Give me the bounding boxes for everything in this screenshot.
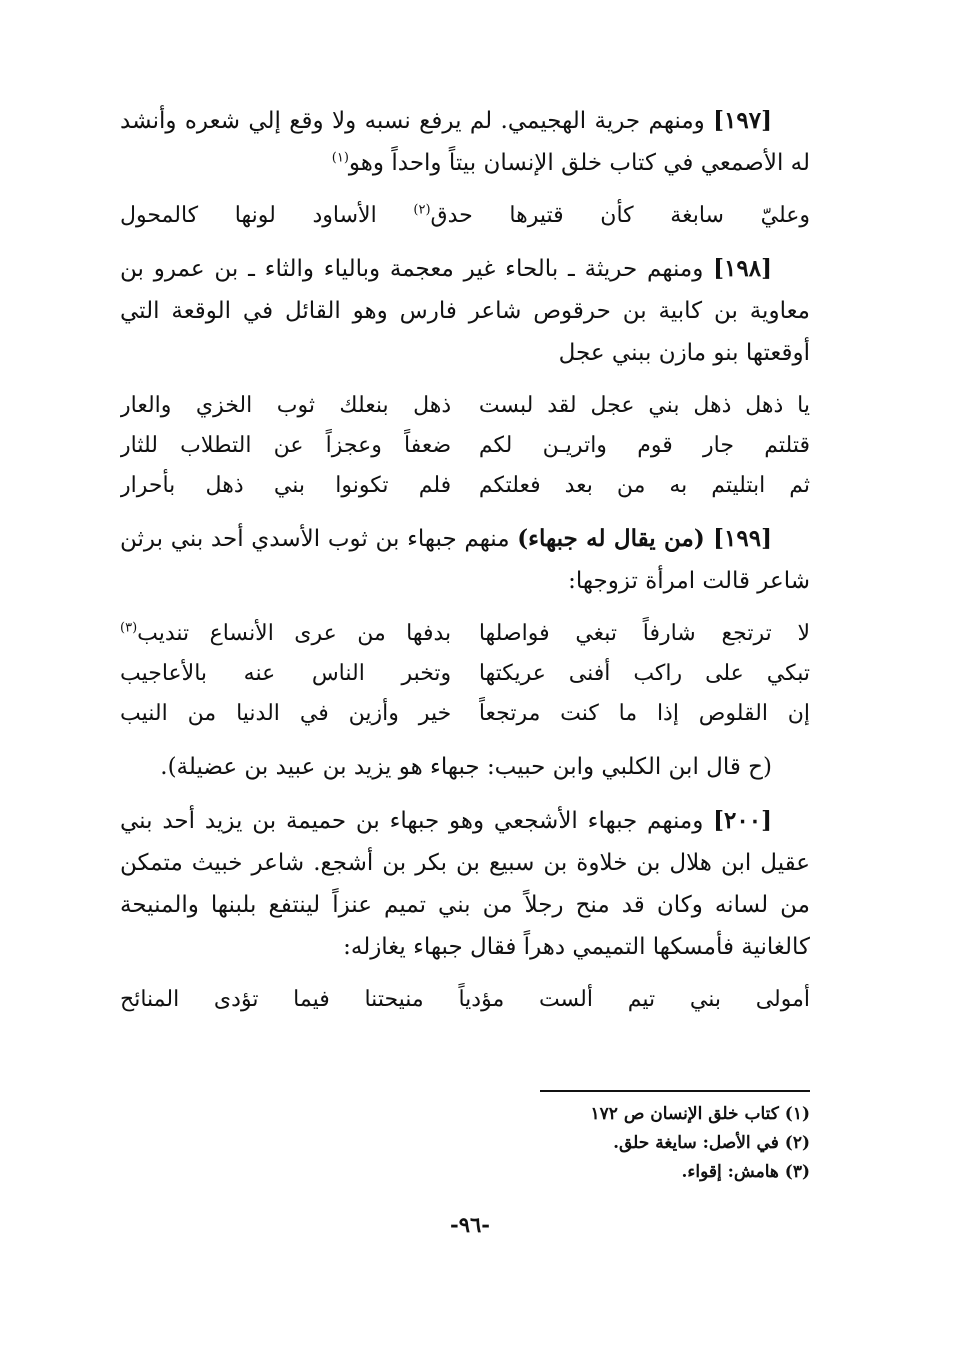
verses-198	[120, 386, 810, 506]
verse-first-hemistich: يا ذهل ذهل بني عجل لقد لبست	[478, 393, 810, 418]
verse-line	[120, 466, 810, 506]
main-text	[120, 100, 810, 1032]
verse-first-hemistich: إن القلوص إذا ما كنت مرتجعاً	[478, 701, 810, 726]
verse-197-part-a: وعليّ سابغة كأن قتيرها حدق	[430, 203, 810, 228]
entry-number-200: [٢٠٠]	[713, 807, 772, 834]
paragraph-197	[120, 100, 810, 184]
verse-197	[120, 196, 810, 236]
page-number: -٩٦-	[450, 1212, 490, 1237]
verse-first-hemistich: ثم ابتليتم به من بعد فعلتكم	[478, 473, 810, 498]
verse-second-hemistich: خير وأزين في الدنيا من النيب	[120, 701, 452, 726]
paragraph-199	[120, 518, 810, 602]
paragraph-200-text: ومنهم جبهاء الأشجعي وهو جبهاء بن حميمة بن يزيد أحد بني عقيل ابن هلال بن خلاوة بن سبيع بن بكر بن أشجع. شاعر خبيث متمكن من لسانه وكان قد منح رجلاً من بني تميم عنزاً لينتفع بلبنها والمنيحة كالغانية فأمسكها التميمي دهراً فقال جبهاء يغازله:	[120, 808, 810, 960]
paragraph-198	[120, 248, 810, 374]
note-paragraph	[120, 746, 810, 788]
footnote-item: (١) كتاب خلق الإنسان ص ١٧٢	[590, 1104, 810, 1124]
verse-200-text: أمولى بني تيم ألست مؤدياً منيحتنا فيما تؤدى المنائح	[120, 987, 810, 1012]
footnote-divider	[540, 1090, 810, 1092]
verse-second-hemistich: فلم تكونوا بني ذهل بأحرار	[120, 473, 452, 498]
verse-second-hemistich	[120, 614, 451, 654]
footnote-ref-1: (١)	[331, 150, 349, 166]
verse-200	[120, 980, 810, 1020]
verse-line	[120, 386, 810, 426]
verse-line	[120, 426, 810, 466]
verse-line	[120, 654, 810, 694]
entry-number-198: [١٩٨]	[713, 255, 772, 282]
verses-199	[120, 614, 810, 734]
section-heading: (من يقال له جبهاء)	[517, 525, 714, 552]
footnote-item: (٣) هامش: إقواء.	[681, 1162, 810, 1182]
paragraph-199-text: منهم جبهاء بن ثوب الأسدي أحد بني برثن شاعر قالت امرأة تزوجها:	[120, 526, 810, 594]
verse-second-hemistich: ذهل بنعلك ثوب الخزي والعار	[120, 393, 452, 418]
verse-first-hemistich: لا ترتجع شارفاً تبغي فواصلها	[478, 621, 810, 646]
note-text: (ح قال ابن الكلبي وابن حبيب: جبهاء هو يزيد بن عبيد بن عضيلة).	[160, 754, 772, 780]
verse-second-hemistich: ضعفاً وعجزاً عن التطلاب للثار	[120, 433, 452, 458]
paragraph-198-text: ومنهم حريثة ـ بالحاء غير معجمة وبالياء والثاء ـ بن عمرو بن معاوية بن كابية بن حرقوص شاعر فارس وهو القائل في الوقعة التي أوقعتها بنو مازن ببني عجل	[120, 256, 810, 366]
verse-line	[120, 614, 810, 654]
verse-first-hemistich: تبكي على راكب أفنى عريكتها	[478, 661, 810, 686]
footnote-ref-3: (٣)	[120, 620, 138, 636]
verse-line	[120, 694, 810, 734]
footnotes	[410, 1100, 810, 1187]
paragraph-200	[120, 800, 810, 968]
verse-197-part-b: الأساود لونها كالمحول	[120, 203, 414, 228]
verse-second-hemistich: وتخبر الناس عنه بالأعاجيب	[120, 661, 452, 686]
verse-second-hemistich-text: بدفها من عرى الأنساع تنديب	[137, 621, 452, 646]
footnote-ref-2: (٢)	[413, 202, 431, 218]
footnote-item: (٢) في الأصل: سايغة حلق.	[613, 1133, 810, 1153]
entry-number-197: [١٩٧]	[713, 107, 772, 134]
paragraph-197-text: ومنهم جرية الهجيمي. لم يرفع نسبه ولا وقع إلي شعره وأنشد له الأصمعي في كتاب خلق الإنسان بيتاً واحداً وهو	[120, 108, 810, 176]
entry-number-199: [١٩٩]	[713, 525, 772, 552]
verse-first-hemistich: قتلتم جار قوم واتريـن لكم	[478, 433, 810, 458]
